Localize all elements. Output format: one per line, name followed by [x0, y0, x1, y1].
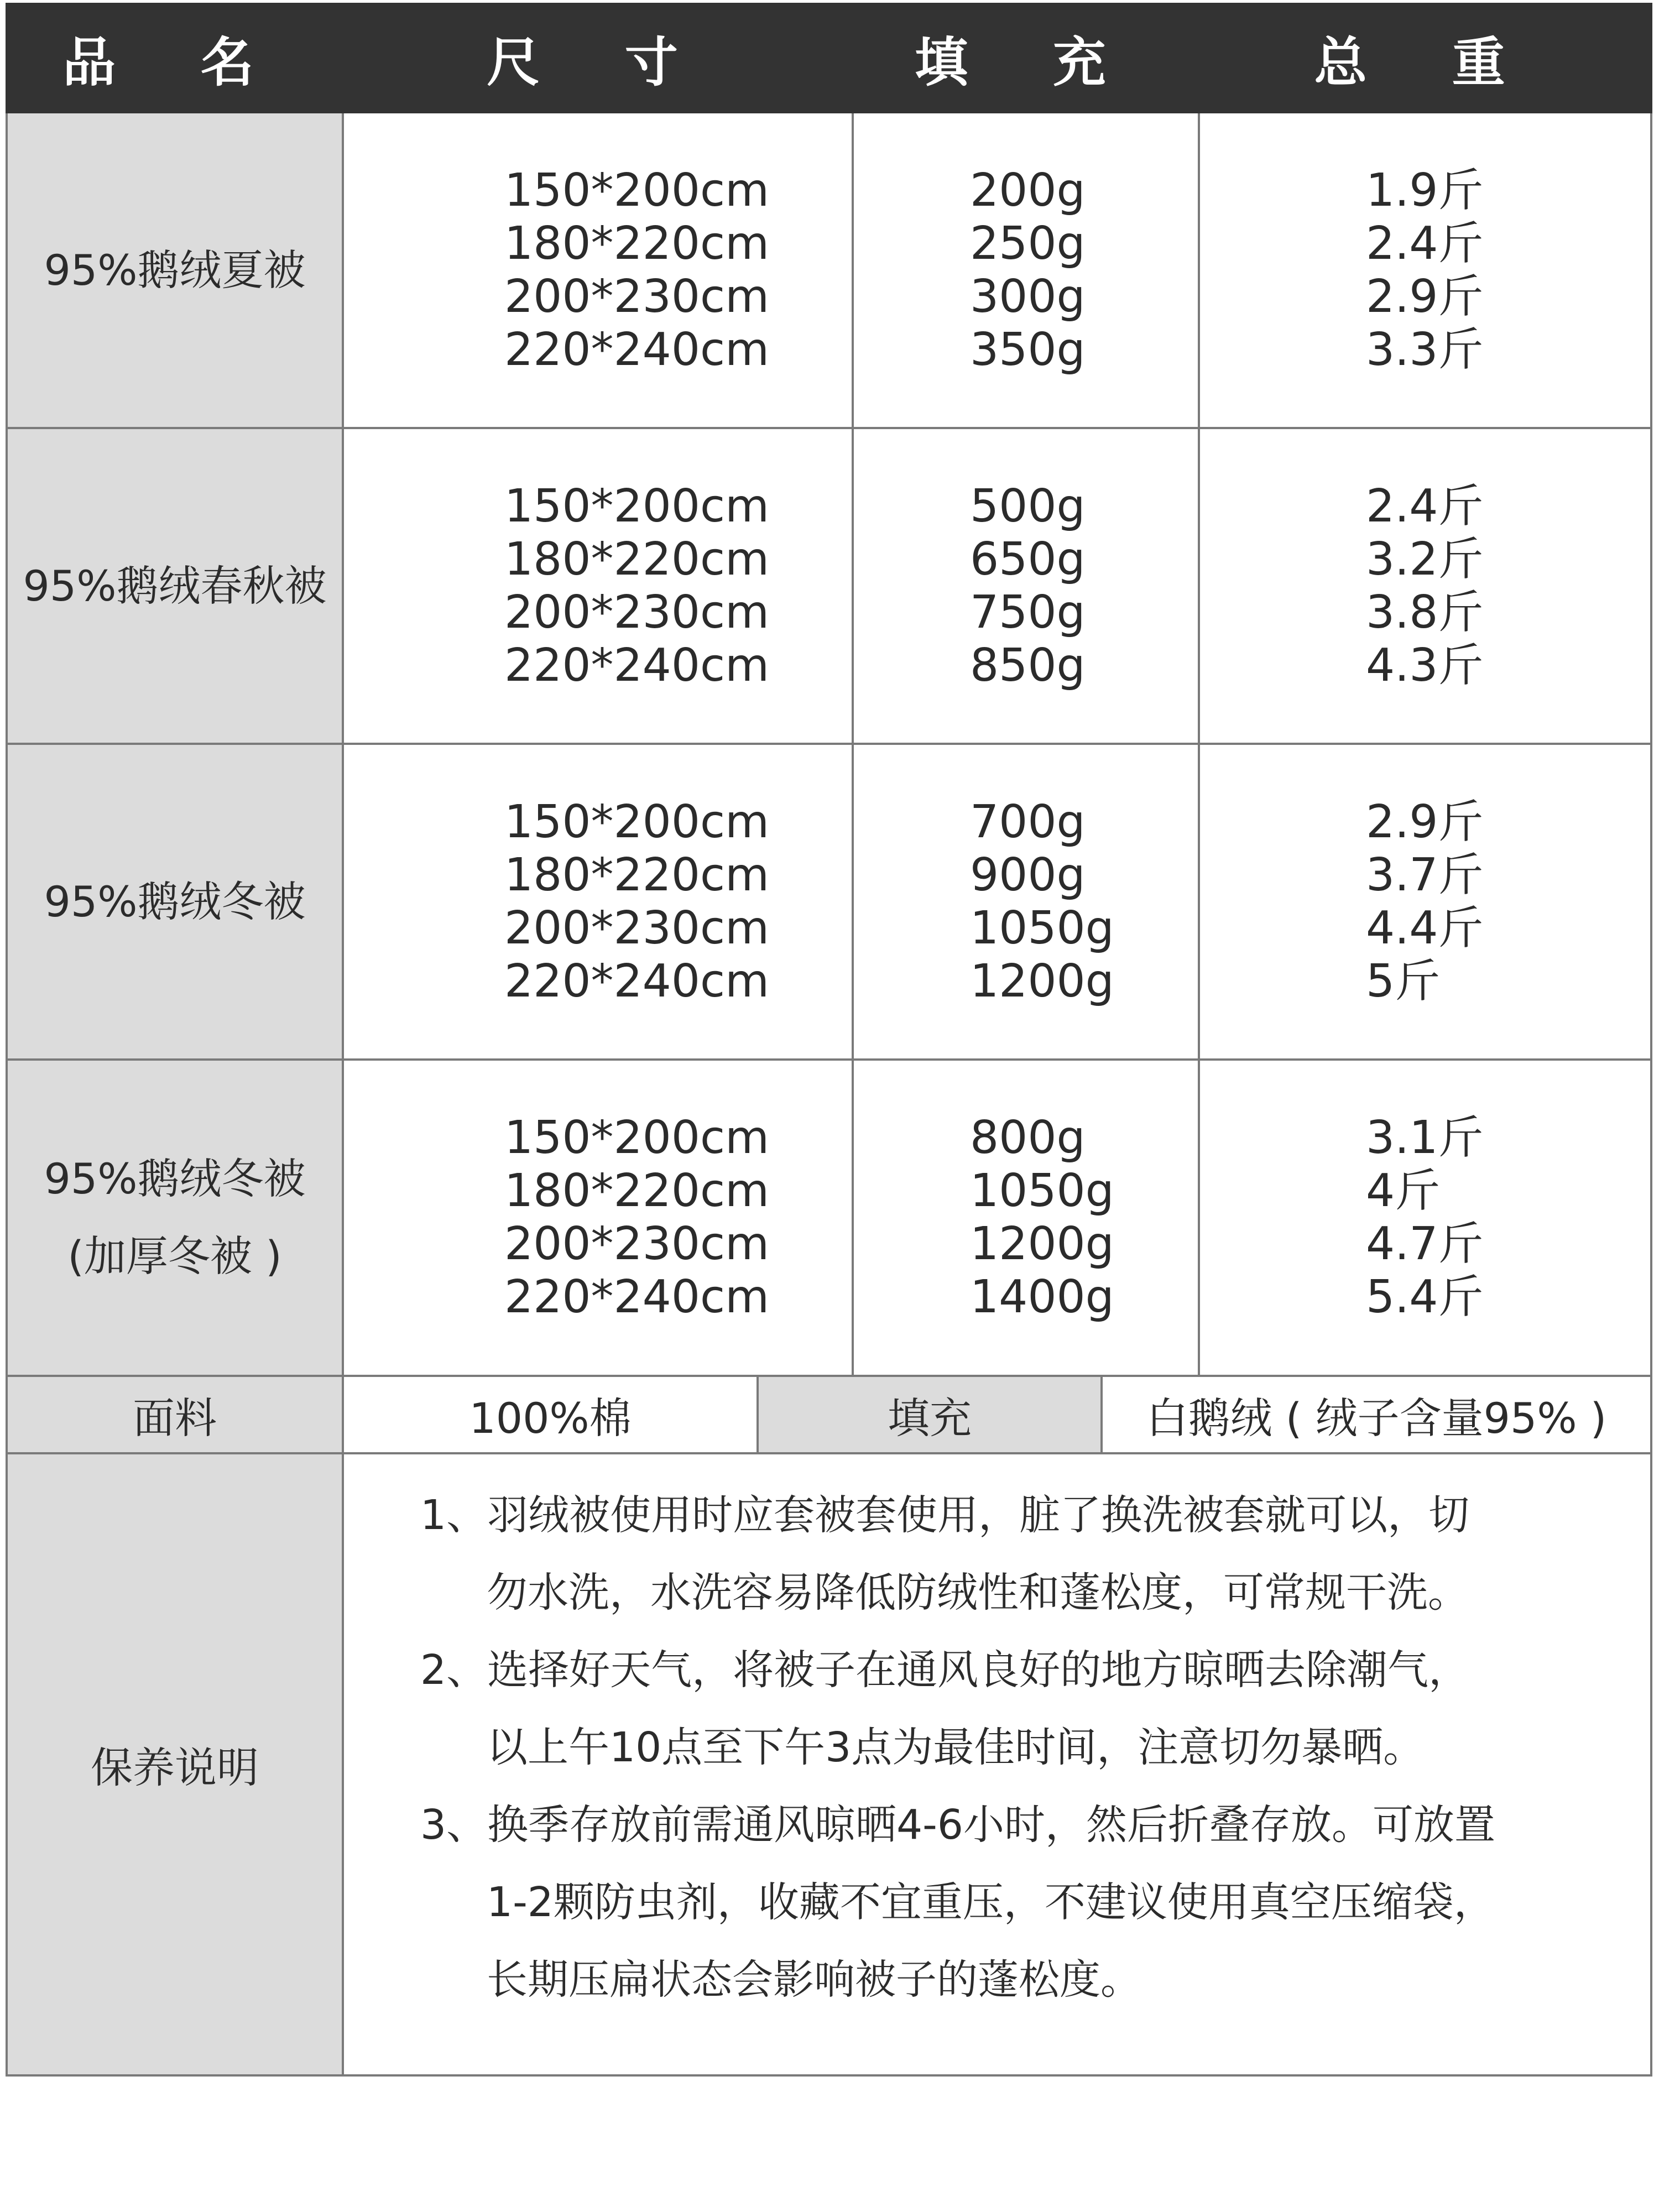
care-line: 以上午10点至下午3点为最佳时间，注意切勿暴晒。: [487, 1724, 1425, 1771]
fill-value: 800g: [970, 1112, 1086, 1164]
product-name-line: 95%鹅绒冬被: [44, 877, 306, 926]
size-cell: [344, 429, 854, 745]
weight-value: 2.9斤: [1366, 795, 1484, 848]
weight-value: 2.4斤: [1366, 479, 1484, 533]
fill-value: 1400g: [970, 1271, 1114, 1323]
care-row: [6, 1454, 1652, 2077]
fill-list: [970, 429, 1086, 743]
weight-value: 3.3斤: [1366, 323, 1484, 376]
table-row: [6, 1061, 1652, 1377]
product-name-line: (加厚冬被 ): [67, 1232, 282, 1281]
product-name-line: 95%鹅绒冬被: [44, 1154, 306, 1203]
size-value: 200*230cm: [504, 270, 769, 323]
product-name: [6, 745, 344, 1061]
product-name: [6, 1061, 344, 1377]
care-label: 保养说明: [6, 1454, 344, 2077]
fill-cell: [854, 429, 1200, 745]
size-list: [504, 429, 769, 743]
size-value: 150*200cm: [504, 795, 769, 848]
care-line: 1、羽绒被使用时应套被套使用，脏了换洗被套就可以，切: [420, 1491, 1470, 1539]
size-value: 220*240cm: [504, 323, 769, 376]
fill-list: [970, 1061, 1114, 1375]
filling-label: 填充: [759, 1377, 1103, 1454]
weight-value: 3.8斤: [1366, 586, 1484, 639]
care-line: 勿水洗，水洗容易降低防绒性和蓬松度，可常规干洗。: [487, 1569, 1469, 1616]
fabric-value: 100%棉: [344, 1377, 759, 1454]
weight-cell: [1200, 429, 1652, 745]
size-value: 150*200cm: [504, 479, 769, 533]
size-value: 180*220cm: [504, 1165, 769, 1217]
size-list: [504, 113, 769, 427]
weight-value: 5斤: [1366, 954, 1441, 1008]
size-value: 200*230cm: [504, 1218, 769, 1270]
weight-value: 3.1斤: [1366, 1112, 1484, 1164]
header-fill: 填 充: [915, 31, 1139, 93]
fabric-row: [6, 1377, 1652, 1454]
care-line: 长期压扁状态会影响被子的蓬松度。: [487, 1956, 1141, 2004]
weight-value: 3.7斤: [1366, 848, 1484, 901]
table-header: [6, 3, 1652, 113]
fill-value: 500g: [970, 479, 1086, 533]
weight-value: 4斤: [1366, 1165, 1441, 1217]
weight-value: 3.2斤: [1366, 533, 1484, 586]
weight-list: [1366, 429, 1483, 743]
fill-value: 250g: [970, 217, 1086, 270]
filling-value: 白鹅绒 ( 绒子含量95% ): [1103, 1377, 1652, 1454]
fill-cell: [854, 745, 1200, 1061]
size-value: 180*220cm: [504, 217, 769, 270]
size-list: [504, 1061, 769, 1375]
weight-cell: [1200, 1061, 1652, 1377]
weight-value: 4.3斤: [1366, 639, 1484, 692]
weight-value: 4.4斤: [1366, 901, 1484, 954]
fill-value: 1200g: [970, 954, 1114, 1008]
weight-list: [1366, 745, 1483, 1058]
weight-list: [1366, 113, 1483, 427]
product-name-line: 95%鹅绒春秋被: [23, 561, 327, 611]
product-name-line: 95%鹅绒夏被: [44, 245, 306, 295]
fill-list: [970, 113, 1086, 427]
weight-list: [1366, 1061, 1483, 1375]
care-line: 1-2颗防虫剂，收藏不宜重压，不建议使用真空压缩袋，: [487, 1879, 1495, 1926]
size-cell: [344, 745, 854, 1061]
header-size: 尺 寸: [487, 31, 711, 93]
size-value: 220*240cm: [504, 954, 769, 1008]
header-name: 品 名: [62, 31, 287, 93]
fill-value: 750g: [970, 586, 1086, 639]
size-value: 200*230cm: [504, 901, 769, 954]
weight-value: 1.9斤: [1366, 164, 1484, 217]
size-value: 220*240cm: [504, 1271, 769, 1323]
table-row: [6, 745, 1652, 1061]
fill-value: 1050g: [970, 901, 1114, 954]
fill-value: 850g: [970, 639, 1086, 692]
fill-value: 1200g: [970, 1218, 1114, 1270]
size-list: [504, 745, 769, 1058]
size-value: 200*230cm: [504, 586, 769, 639]
care-line: 2、选择好天气，将被子在通风良好的地方晾晒去除潮气，: [420, 1646, 1470, 1694]
weight-value: 4.7斤: [1366, 1218, 1484, 1270]
fill-value: 200g: [970, 164, 1086, 217]
size-value: 150*200cm: [504, 1112, 769, 1164]
size-value: 150*200cm: [504, 164, 769, 217]
weight-value: 2.9斤: [1366, 270, 1484, 323]
fabric-label: 面料: [6, 1377, 344, 1454]
size-value: 180*220cm: [504, 533, 769, 586]
fill-value: 300g: [970, 270, 1086, 323]
fill-value: 700g: [970, 795, 1086, 848]
fill-cell: [854, 113, 1200, 429]
product-name: [6, 113, 344, 429]
header-weight: 总 重: [1314, 31, 1538, 93]
size-value: 180*220cm: [504, 848, 769, 901]
care-instructions: [344, 1454, 1652, 2077]
weight-cell: [1200, 745, 1652, 1061]
size-value: 220*240cm: [504, 639, 769, 692]
table-row: [6, 429, 1652, 745]
weight-value: 5.4斤: [1366, 1271, 1484, 1323]
fill-value: 350g: [970, 323, 1086, 376]
weight-cell: [1200, 113, 1652, 429]
size-cell: [344, 1061, 854, 1377]
table-row: [6, 113, 1652, 429]
fill-value: 1050g: [970, 1165, 1114, 1217]
weight-value: 2.4斤: [1366, 217, 1484, 270]
fill-cell: [854, 1061, 1200, 1377]
fill-value: 900g: [970, 848, 1086, 901]
care-line: 3、换季存放前需通风晾晒4-6小时，然后折叠存放。可放置: [420, 1801, 1495, 1849]
size-cell: [344, 113, 854, 429]
fill-list: [970, 745, 1114, 1058]
product-name: [6, 429, 344, 745]
fill-value: 650g: [970, 533, 1086, 586]
